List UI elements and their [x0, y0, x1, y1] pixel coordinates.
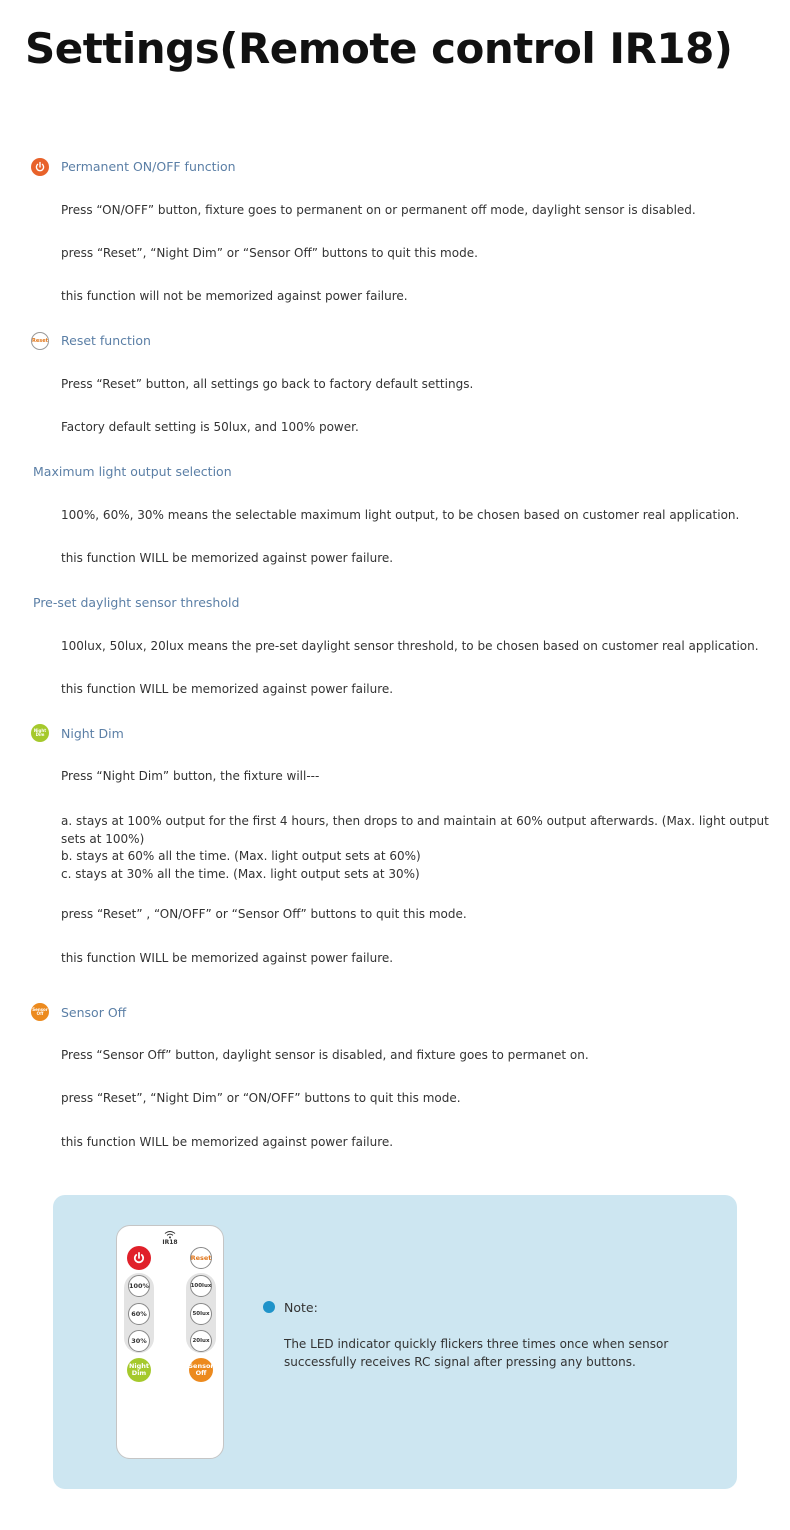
power-icon	[31, 158, 49, 176]
night-dim-icon-label-1: Night	[33, 728, 47, 733]
remote-20lux-button: 20lux	[190, 1330, 212, 1352]
night-dim-heading: Night Dim	[61, 726, 124, 741]
sensor-off-text-3: this function WILL be memorized against power failure.	[61, 1135, 394, 1149]
reset-icon	[31, 332, 49, 350]
remote-control-image	[116, 1225, 224, 1459]
remote-100-button: 100%	[128, 1275, 150, 1297]
remote-100lux-button: 100lux	[190, 1275, 212, 1297]
remote-60-button: 60%	[128, 1303, 150, 1325]
reset-heading: Reset function	[61, 333, 151, 348]
remote-30-button: 30%	[128, 1330, 150, 1352]
sensor-off-text-1: Press “Sensor Off” button, daylight sensor is disabled, and fixture goes to permanet on.	[61, 1048, 589, 1062]
remote-sensor-off-button	[189, 1358, 213, 1382]
preset-heading: Pre-set daylight sensor threshold	[33, 595, 240, 610]
sensor-off-text-2: press “Reset”, “Night Dim” or “ON/OFF” buttons to quit this mode.	[61, 1091, 461, 1105]
note-bullet-icon	[263, 1301, 275, 1313]
max-output-heading: Maximum light output selection	[33, 464, 232, 479]
permanent-text-2: press “Reset”, “Night Dim” or “Sensor Off” buttons to quit this mode.	[61, 246, 478, 260]
reset-icon-label: Reset	[32, 338, 48, 344]
night-dim-text-b: b. stays at 60% all the time. (Max. light output sets at 60%)	[61, 849, 421, 863]
remote-50lux-button: 50lux	[190, 1303, 212, 1325]
power-symbol-icon	[132, 1251, 146, 1265]
sensor-off-icon	[31, 1003, 49, 1021]
reset-text-2: Factory default setting is 50lux, and 100% power.	[61, 420, 359, 434]
page-title: Settings(Remote control IR18)	[25, 24, 733, 73]
preset-text-1: 100lux, 50lux, 20lux means the pre-set daylight sensor threshold, to be chosen based on customer real application.	[61, 639, 759, 653]
night-dim-icon-label-2: Dim	[35, 732, 45, 737]
sensor-off-icon-label-1: Sensor	[32, 1007, 48, 1012]
sensor-off-icon-label-2: Off	[36, 1011, 44, 1016]
night-dim-text-3: press “Reset” , “ON/OFF” or “Sensor Off” buttons to quit this mode.	[61, 907, 467, 921]
remote-night-dim-label-1: Night	[128, 1362, 150, 1370]
power-symbol-icon	[34, 161, 46, 173]
night-dim-text-4: this function WILL be memorized against power failure.	[61, 951, 394, 965]
reset-text-1: Press “Reset” button, all settings go back to factory default settings.	[61, 377, 474, 391]
remote-sensor-off-label-2: Off	[195, 1369, 207, 1377]
max-output-text-2: this function WILL be memorized against power failure.	[61, 551, 394, 565]
night-dim-text-c: c. stays at 30% all the time. (Max. light output sets at 30%)	[61, 867, 420, 881]
remote-night-dim-button	[127, 1358, 151, 1382]
remote-night-dim-label-2: Dim	[131, 1369, 147, 1377]
note-label: Note:	[284, 1300, 318, 1315]
permanent-text-3: this function will not be memorized against power failure.	[61, 289, 408, 303]
night-dim-text-1: Press “Night Dim” button, the fixture will---	[61, 769, 320, 783]
note-text: The LED indicator quickly flickers three times once when sensor successfully receives RC signal after pressing any buttons.	[284, 1337, 669, 1369]
permanent-heading: Permanent ON/OFF function	[61, 159, 236, 174]
sensor-off-heading: Sensor Off	[61, 1005, 127, 1020]
signal-icon	[164, 1230, 176, 1239]
remote-reset-button: Reset	[190, 1247, 212, 1269]
preset-text-2: this function WILL be memorized against power failure.	[61, 682, 394, 696]
night-dim-icon	[31, 724, 49, 742]
remote-power-button	[127, 1246, 151, 1270]
night-dim-text-a: a. stays at 100% output for the first 4 hours, then drops to and maintain at 60% output afterwards. (Max. light output sets at 100%)	[61, 814, 769, 846]
max-output-text-1: 100%, 60%, 30% means the selectable maximum light output, to be chosen based on customer real application.	[61, 508, 740, 522]
remote-model-label: IR18	[162, 1239, 178, 1246]
permanent-text-1: Press “ON/OFF” button, fixture goes to permanent on or permanent off mode, daylight sensor is disabled.	[61, 203, 696, 217]
remote-sensor-off-label-1: Sensor	[188, 1362, 214, 1370]
